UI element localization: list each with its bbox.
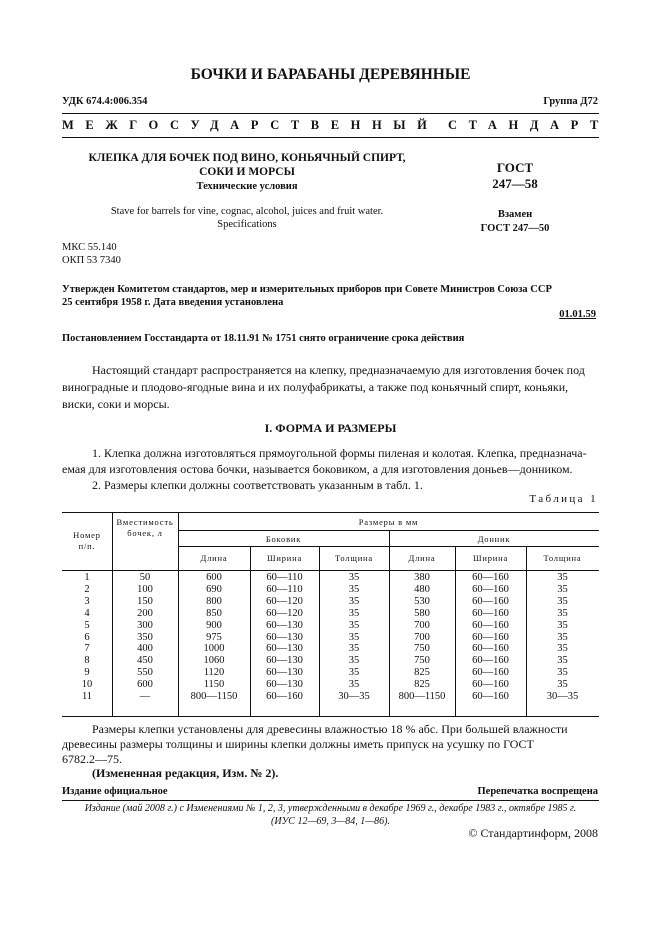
group-code: Группа Д72: [543, 96, 598, 107]
amendment-note: (Измененная редакция, Изм. № 2).: [92, 766, 279, 780]
cell-row-number: 3: [84, 595, 90, 607]
col-header-bottom-length: Длина: [408, 553, 436, 563]
cell-bottom-thickness: 35: [557, 643, 568, 655]
gost-code: [470, 160, 560, 192]
cell-bottom-length: 480: [414, 583, 430, 595]
approval-line2: 25 сентября 1958 г. Дата введения установлена: [62, 297, 284, 308]
cell-bottom-width: 60—160: [472, 655, 509, 667]
cell-bottom-thickness: 35: [557, 631, 568, 643]
cell-side-width: 60—110: [266, 583, 303, 595]
approval-line1: Утвержден Комитетом стандартов, мер и измерительных приборов при Совете Министров Союза ССР: [62, 284, 552, 295]
cell-side-width: 60—130: [266, 631, 303, 643]
cell-barrel-volume: 50: [139, 572, 151, 583]
english-title-line1: Stave for barrels for vine, cognac, alcohol, juices and fruit water.: [110, 206, 384, 217]
cell-bottom-length: 700: [414, 631, 430, 643]
table-row: [62, 655, 599, 667]
cell-bottom-length: 800—1150: [398, 691, 446, 703]
cell-side-thickness: 35: [348, 679, 360, 691]
effective-date: 01.01.59: [559, 309, 596, 320]
edition-info-line1: Издание (май 2008 г.) с Изменениями № 1, 2, 3, утвержденными в декабре 1969 г., декабре 1983 г., октябре 1985 г.: [84, 803, 577, 814]
cell-side-length: 1000: [203, 643, 225, 655]
col-header-volume-line1: Вместимость: [116, 517, 174, 527]
cell-side-thickness: 35: [348, 572, 360, 583]
banner-rule: [62, 137, 599, 138]
cell-bottom-length: 530: [414, 595, 430, 607]
col-header-side-length: Длина: [200, 553, 228, 563]
mks-code: МКС 55.140: [62, 242, 117, 253]
cell-side-thickness: 35: [348, 643, 360, 655]
cell-row-number: 4: [84, 607, 90, 619]
cell-row-number: 9: [84, 667, 90, 679]
cell-bottom-length: 825: [414, 679, 430, 691]
section-heading: I. ФОРМА И РАЗМЕРЫ: [264, 421, 397, 435]
col-header-bottom-stave: Донник: [477, 534, 511, 544]
resolution-text: Постановлением Госстандарта от 18.11.91 № 1751 снято ограничение срока действия: [62, 333, 465, 344]
standard-title: [62, 151, 432, 179]
cell-side-width: 60—130: [266, 679, 303, 691]
clause-1-line2: емая для изготовления остова бочки, называется боковиком, а для изготовления доньев—донником.: [62, 462, 573, 476]
col-header-bottom-width: Ширина: [472, 553, 509, 563]
edition-info: [55, 802, 606, 828]
replaces-block: [465, 208, 565, 236]
cell-side-width: 60—160: [266, 691, 303, 703]
cell-bottom-width: 60—160: [472, 595, 509, 607]
cell-side-length: 1150: [203, 679, 225, 691]
cell-side-thickness: 35: [348, 655, 360, 667]
approval-text: [62, 283, 599, 309]
reprint-notice: Перепечатка воспрещена: [477, 786, 598, 797]
udk-code: УДК 674.4:006.354: [62, 96, 148, 107]
cell-bottom-width: 60—160: [472, 679, 509, 691]
english-title-line2: Specifications: [217, 218, 277, 230]
cell-row-number: 2: [84, 583, 90, 595]
cell-bottom-length: 750: [414, 643, 430, 655]
official-edition-label: Издание официальное: [62, 786, 168, 797]
col-header-side-stave: Боковик: [265, 534, 302, 544]
cell-side-thickness: 35: [348, 631, 360, 643]
col-header-number: [62, 530, 112, 552]
col-header-volume-line2: бочек, л: [127, 528, 163, 538]
cell-barrel-volume: 400: [137, 643, 153, 655]
cell-barrel-volume: 200: [137, 607, 153, 619]
table-row: [62, 608, 599, 620]
col-header-side-width: Ширина: [266, 553, 303, 563]
moisture-note-line1: Размеры клепки установлены для древесины влажностью 18 % абс. При большей влажности: [92, 722, 568, 736]
cell-bottom-length: 580: [414, 607, 430, 619]
clause-2: 2. Размеры клепки должны соответствовать указанным в табл. 1.: [92, 478, 423, 492]
classification-codes: [62, 241, 121, 267]
moisture-note-line3: 6782.2—75.: [62, 752, 122, 766]
col-header-number-line2: п/п.: [78, 541, 96, 551]
banner-standard: СТАНДАРТ: [447, 118, 610, 132]
cell-bottom-thickness: 35: [557, 667, 568, 679]
cell-side-length: 800—1150: [190, 691, 238, 703]
cell-barrel-volume: 100: [137, 583, 153, 595]
cell-barrel-volume: 350: [137, 631, 153, 643]
table-row: [62, 620, 599, 632]
cell-bottom-thickness: 35: [557, 619, 568, 631]
cell-bottom-width: 60—160: [472, 691, 509, 703]
cell-bottom-width: 60—160: [472, 583, 509, 595]
standard-title-line2: СОКИ И МОРСЫ: [199, 166, 295, 178]
cell-barrel-volume: 600: [137, 679, 153, 691]
cell-side-length: 850: [206, 607, 222, 619]
standard-subtitle: Технические условия: [196, 181, 298, 192]
cell-side-width: 60—120: [266, 595, 303, 607]
cell-side-thickness: 30—35: [338, 691, 370, 703]
cell-bottom-length: 700: [414, 619, 430, 631]
banner-interstate: МЕЖГОСУДАРСТВЕННЫЙ: [62, 118, 439, 132]
cell-side-thickness: 35: [348, 595, 360, 607]
table-row: [62, 632, 599, 644]
cell-side-thickness: 35: [348, 583, 360, 595]
col-header-side-thickness: Толщина: [335, 553, 373, 563]
col-header-sizes: Размеры в мм: [358, 517, 419, 527]
moisture-note: [62, 722, 599, 767]
cell-bottom-thickness: 35: [557, 655, 568, 667]
gost-number: 247—58: [492, 176, 538, 191]
english-title: [62, 206, 432, 231]
gost-label: ГОСТ: [496, 160, 534, 175]
cell-side-length: 600: [206, 572, 222, 583]
cell-bottom-thickness: 35: [557, 595, 568, 607]
sizes-table-body: [62, 572, 599, 703]
cell-bottom-width: 60—160: [472, 643, 509, 655]
cell-barrel-volume: —: [139, 691, 151, 703]
col-header-number-line1: Номер: [73, 530, 101, 540]
cell-side-width: 60—120: [266, 607, 303, 619]
header-rule: [62, 113, 599, 114]
cell-side-thickness: 35: [348, 607, 360, 619]
cell-barrel-volume: 550: [137, 667, 153, 679]
replaces-label: Взамен: [497, 209, 533, 220]
copyright: © Стандартинформ, 2008: [468, 826, 598, 840]
cell-side-length: 1120: [203, 667, 225, 679]
table-row: [62, 679, 599, 691]
cell-row-number: 8: [84, 655, 90, 667]
cell-bottom-thickness: 35: [557, 572, 568, 583]
cell-barrel-volume: 300: [137, 619, 153, 631]
cell-bottom-length: 750: [414, 655, 430, 667]
sizes-table: [62, 572, 599, 703]
table-row: [62, 691, 599, 703]
moisture-note-line2: древесины размеры толщины и ширины клепки должны иметь припуск на усушку по ГОСТ: [62, 737, 534, 751]
cell-side-width: 60—130: [266, 619, 303, 631]
intro-line3: виски, соки и морсы.: [62, 397, 170, 411]
cell-bottom-length: 825: [414, 667, 430, 679]
cell-side-thickness: 35: [348, 619, 360, 631]
cell-bottom-thickness: 30—35: [546, 691, 579, 703]
cell-side-length: 1060: [203, 655, 225, 667]
footer-rule: [62, 800, 599, 801]
cell-side-width: 60—130: [266, 643, 303, 655]
cell-bottom-width: 60—160: [472, 607, 509, 619]
clause-1-line1: 1. Клепка должна изготовляться прямоугольной формы пиленая и колотая. Клепка, предназнача-: [92, 446, 587, 460]
intro-paragraph: [62, 362, 599, 413]
cell-row-number: 5: [84, 619, 90, 631]
cell-bottom-thickness: 35: [557, 679, 568, 691]
cell-side-width: 60—130: [266, 655, 303, 667]
table-top-rule: [62, 512, 599, 513]
table-row: [62, 572, 599, 584]
replaces-standard: ГОСТ 247—50: [480, 223, 550, 234]
table-bottom-rule: [62, 716, 599, 717]
table-row: [62, 643, 599, 655]
cell-row-number: 10: [81, 679, 93, 691]
cell-side-length: 900: [206, 619, 222, 631]
cell-row-number: 6: [84, 631, 90, 643]
cell-side-length: 800: [206, 595, 222, 607]
cell-side-width: 60—130: [266, 667, 303, 679]
cell-side-thickness: 35: [348, 667, 360, 679]
okp-code: ОКП 53 7340: [62, 255, 121, 266]
cell-side-length: 975: [206, 631, 222, 643]
cell-bottom-thickness: 35: [557, 607, 568, 619]
section-paragraphs: [62, 445, 599, 493]
standard-title-line1: КЛЕПКА ДЛЯ БОЧЕК ПОД ВИНО, КОНЬЯЧНЫЙ СПИРТ,: [88, 152, 406, 164]
table-row: [62, 584, 599, 596]
col-header-bottom-thickness: Толщина: [543, 553, 582, 563]
cell-bottom-width: 60—160: [472, 572, 509, 583]
col-header-volume: [112, 517, 178, 539]
cell-barrel-volume: 450: [137, 655, 153, 667]
cell-bottom-width: 60—160: [472, 667, 509, 679]
cell-side-width: 60—110: [266, 572, 303, 583]
cell-barrel-volume: 150: [137, 595, 153, 607]
collection-title: БОЧКИ И БАРАБАНЫ ДЕРЕВЯННЫЕ: [190, 66, 471, 83]
intro-line1: Настоящий стандарт распространяется на клепку, предназначаемую для изготовления бочек под: [92, 363, 585, 377]
cell-row-number: 1: [84, 572, 90, 583]
cell-row-number: 11: [81, 691, 93, 703]
cell-bottom-length: 380: [414, 572, 430, 583]
cell-row-number: 7: [84, 643, 90, 655]
table-row: [62, 596, 599, 608]
edition-info-line2: (ИУС 12—69, 3—84, 1—86).: [271, 816, 390, 827]
intro-line2: виноградные и плодово-ягодные вина и их полуфабрикаты, а также под коньячный спирт, коньяки,: [62, 380, 569, 394]
table-caption: Таблица 1: [529, 493, 598, 505]
table-header-rule: [62, 570, 599, 571]
table-row: [62, 667, 599, 679]
cell-bottom-thickness: 35: [557, 583, 568, 595]
cell-bottom-width: 60—160: [472, 619, 509, 631]
cell-bottom-width: 60—160: [472, 631, 509, 643]
cell-side-length: 690: [206, 583, 222, 595]
